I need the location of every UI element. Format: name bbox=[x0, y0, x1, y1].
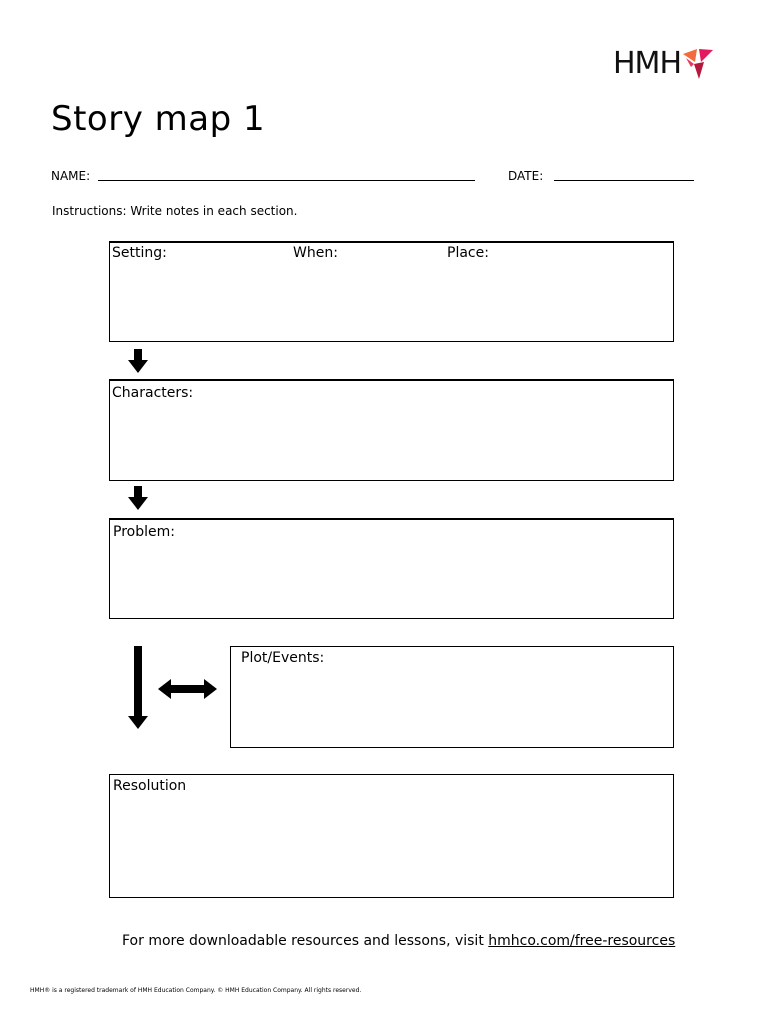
page-title: Story map 1 bbox=[51, 99, 266, 139]
name-label: NAME: bbox=[51, 169, 91, 183]
instructions: Instructions: Write notes in each section. bbox=[52, 204, 298, 218]
place-label: Place: bbox=[447, 245, 489, 261]
double-arrow-icon bbox=[158, 678, 218, 700]
logo-text: HMH bbox=[613, 46, 682, 81]
hmh-logo bbox=[613, 46, 714, 82]
footer bbox=[122, 932, 675, 950]
characters-box[interactable] bbox=[109, 379, 674, 481]
plot-events-label: Plot/Events: bbox=[241, 650, 325, 666]
date-label: DATE: bbox=[508, 169, 544, 183]
arrow-down-icon bbox=[127, 349, 149, 374]
arrow-down-icon bbox=[127, 486, 149, 511]
fineprint: HMH® is a registered trademark of HMH Education Company. © HMH Education Company. All rights reserved. bbox=[30, 987, 362, 994]
name-field[interactable] bbox=[98, 180, 475, 181]
hmh-logo-mark-icon bbox=[682, 47, 714, 81]
setting-box[interactable] bbox=[109, 241, 674, 342]
characters-label: Characters: bbox=[112, 385, 194, 401]
plot-events-box[interactable] bbox=[230, 646, 674, 748]
setting-label: Setting: bbox=[112, 245, 167, 261]
footer-text: For more downloadable resources and lessons, visit bbox=[122, 933, 484, 949]
footer-link[interactable]: hmhco.com/free-resources bbox=[488, 933, 676, 949]
resolution-label: Resolution bbox=[113, 778, 187, 794]
long-arrow-down-icon bbox=[127, 646, 149, 730]
date-field[interactable] bbox=[554, 180, 694, 181]
problem-label: Problem: bbox=[113, 524, 175, 540]
when-label: When: bbox=[293, 245, 338, 261]
problem-box[interactable] bbox=[109, 518, 674, 619]
resolution-box[interactable] bbox=[109, 774, 674, 898]
